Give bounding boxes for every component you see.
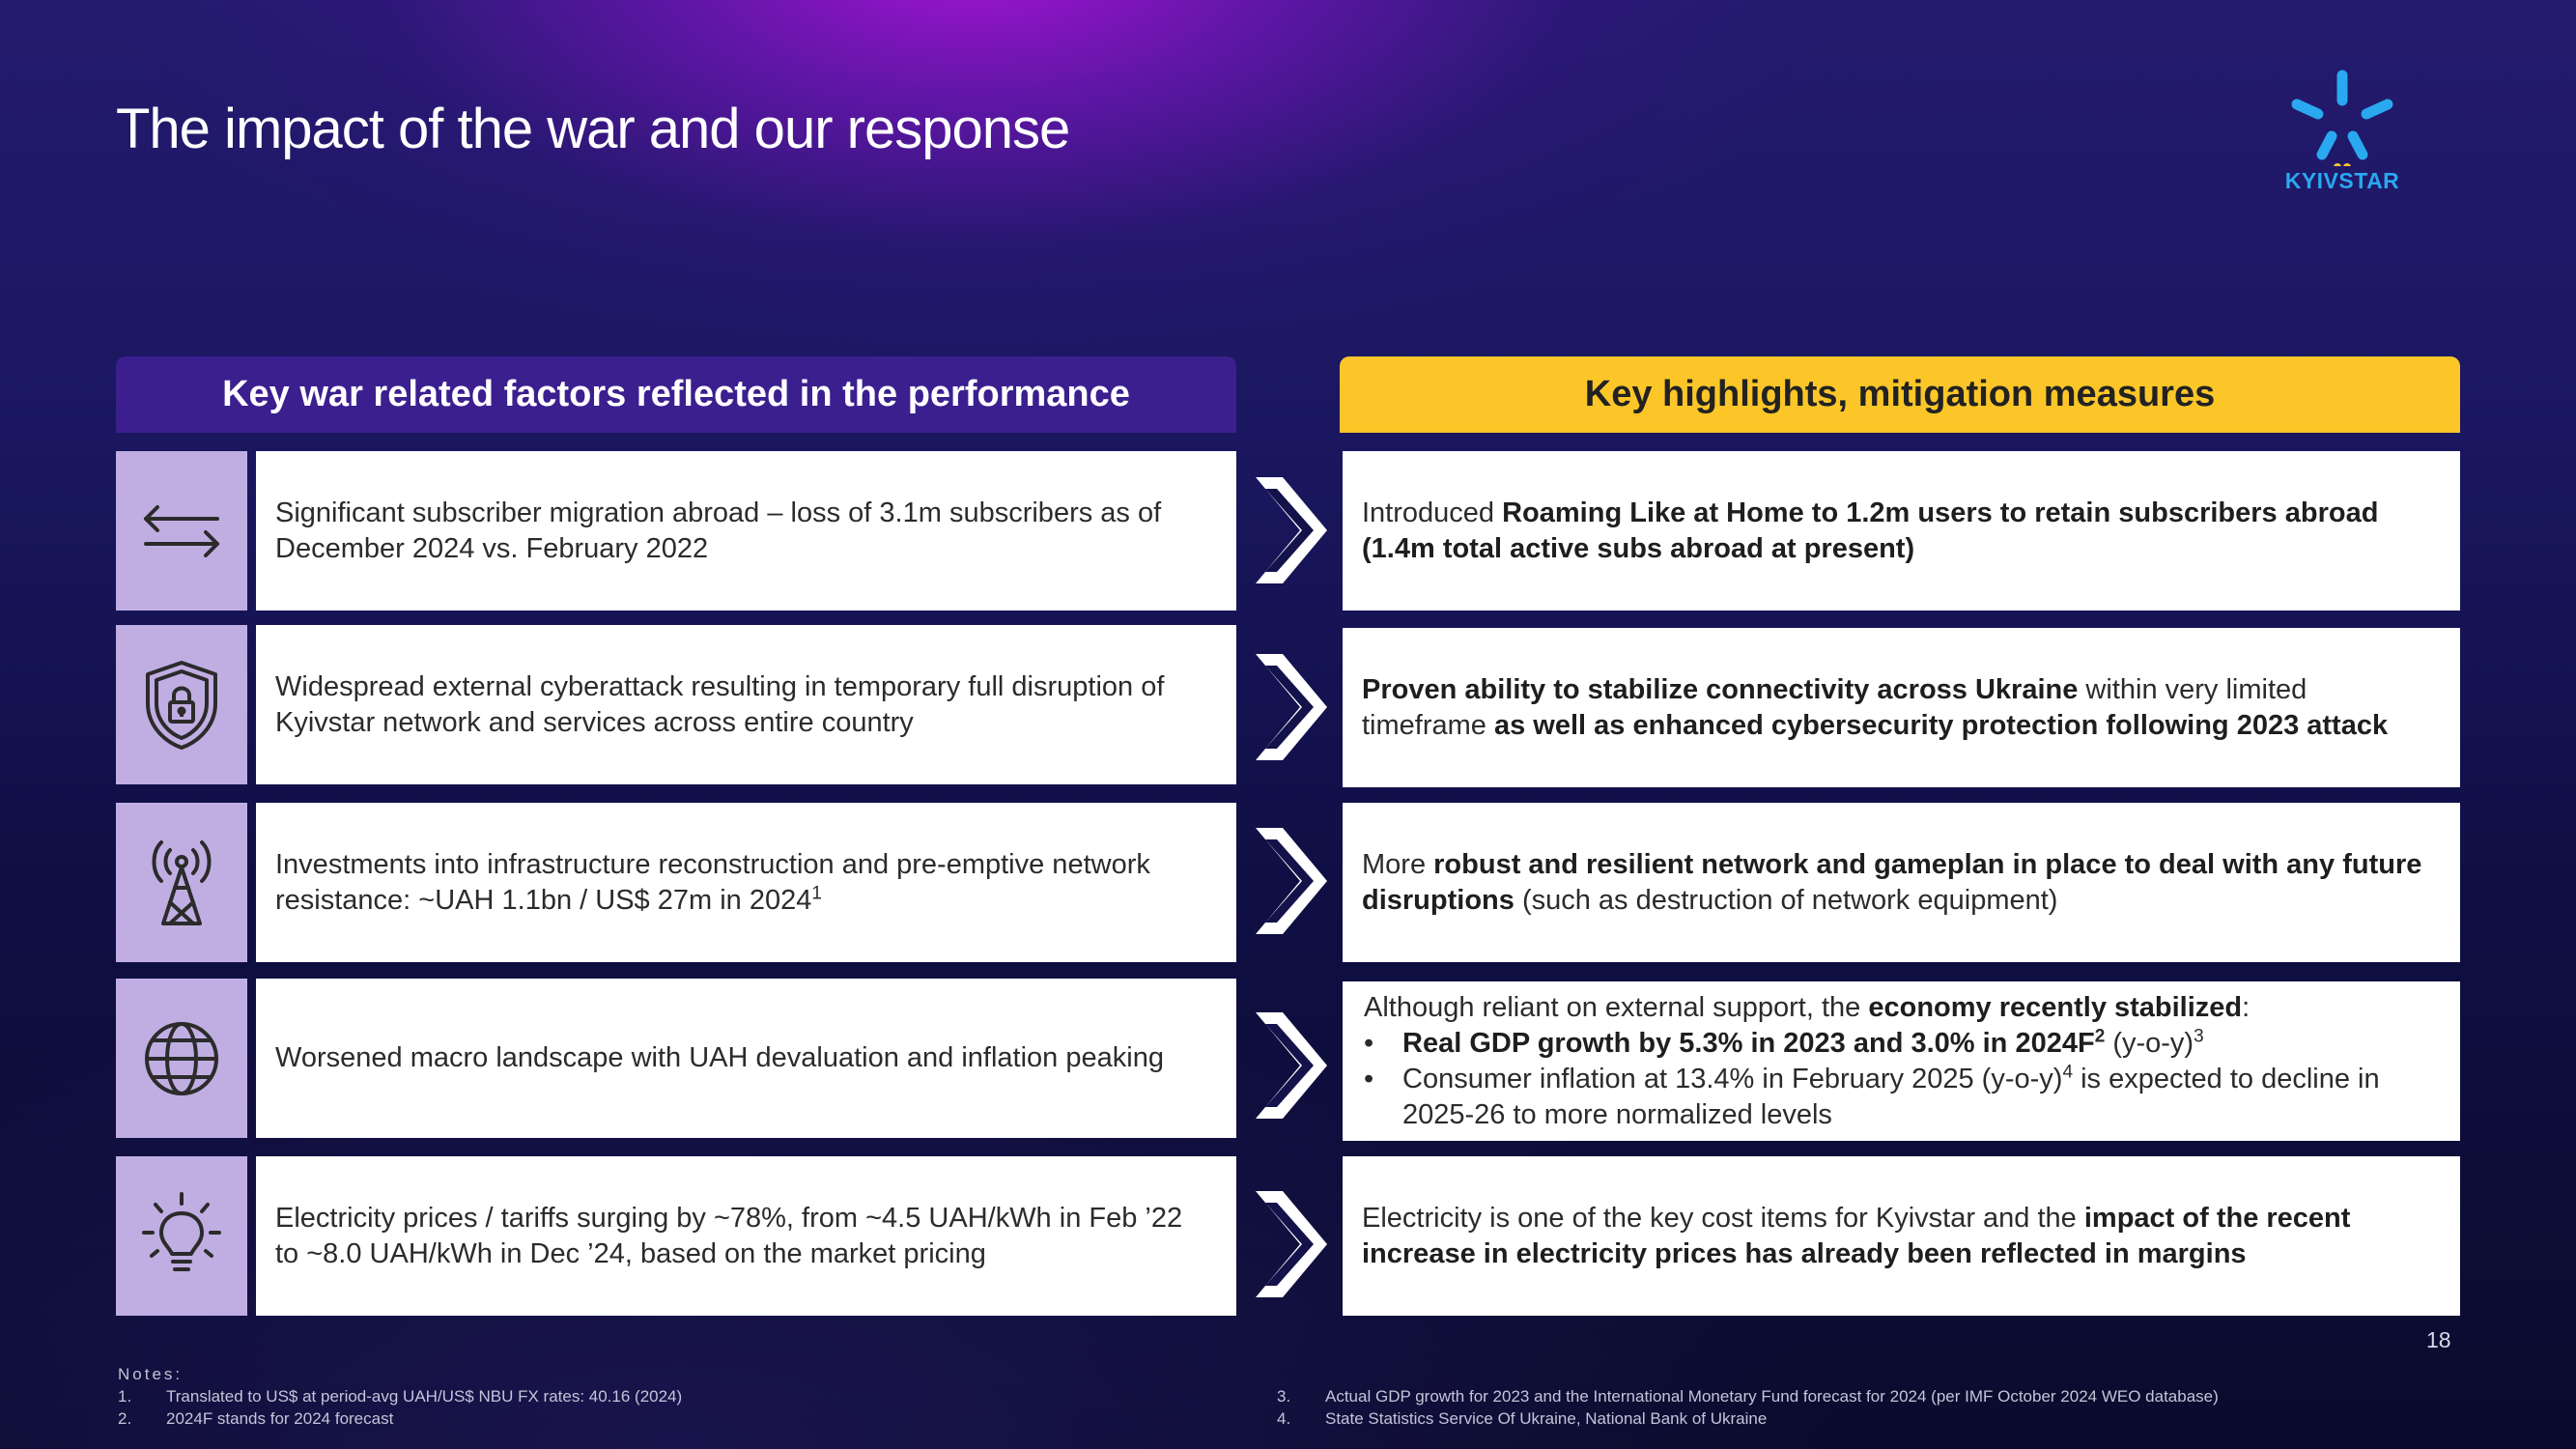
icon-tile xyxy=(116,451,247,611)
kyivstar-logo xyxy=(2279,66,2405,201)
highlight-card xyxy=(1343,628,2460,787)
icon-tile xyxy=(116,625,247,784)
icon-tile xyxy=(116,979,247,1138)
chevron-right-icon xyxy=(1256,1012,1327,1119)
highlight-bullets xyxy=(1364,1026,2437,1133)
footnotes-right xyxy=(1277,1385,2219,1430)
footnote: 2. 2024F stands for 2024 forecast xyxy=(118,1409,394,1428)
cell-tower-icon xyxy=(138,835,225,931)
icon-tile xyxy=(116,803,247,962)
factor-text: Widespread external cyberattack resulting in temporary full disruption of Kyivstar network and services across entire country xyxy=(275,670,1165,738)
footnote: 3. Actual GDP growth for 2023 and the International Monetary Fund forecast for 2024 (per IMF October 2024 WEO database) xyxy=(1277,1387,2219,1406)
kyivstar-wordmark: KYIVSTAR xyxy=(2284,168,2400,193)
bullet-inflation: • Consumer inflation at 13.4% in February 2025 $(y-o-y)^4$ is expected to decline in 2025-26 to more normalized levels xyxy=(1364,1062,2437,1133)
highlight-text: Proven ability to stabilize connectivity across Ukraine within very limited timeframe as well as enhanced cybersecurity protection following 2023 attack xyxy=(1362,673,2389,741)
left-column-header: Key war related factors reflected in the performance xyxy=(116,356,1236,433)
page-number: 18 xyxy=(2426,1327,2451,1352)
factor-text: Worsened macro landscape with UAH devaluation and inflation peaking xyxy=(275,1042,1164,1073)
icon-tile xyxy=(116,1156,247,1316)
globe-icon xyxy=(138,1015,225,1102)
highlight-text: Although reliant on external support, the economy recently stabilized: • Real GDP growth by 5.3% in 2023 and 3.0% in $2024F^2$ $(y-o-y)^3$ • Consumer inflation at 13.4% in February 2025 $(y-o-y)^4$ is expected to decline in 2025-26 to more normalized levels xyxy=(1364,990,2437,1133)
highlight-text: Introduced Roaming Like at Home to 1.2m users to retain subscribers abroad (1.4m total active subs abroad at present) xyxy=(1362,497,2379,564)
footnote: 1. Translated to US$ at period-avg UAH/US$ NBU FX rates: 40.16 (2024) xyxy=(118,1387,683,1406)
highlight-text: More robust and resilient network and gameplan in place to deal with any future disruptions (such as destruction of network equipment) xyxy=(1362,848,2422,916)
chevron-right-icon xyxy=(1256,1191,1327,1297)
factor-card xyxy=(256,451,1236,611)
highlight-card xyxy=(1343,981,2460,1141)
factor-card xyxy=(256,625,1236,784)
kyivstar-star-icon xyxy=(2279,66,2405,166)
right-column-header: Key highlights, mitigation measures xyxy=(1340,356,2460,433)
page-title: The impact of the war and our response xyxy=(116,98,1070,160)
chevron-right-icon xyxy=(1256,654,1327,760)
factor-text: Significant subscriber migration abroad – loss of 3.1m subscribers as of December 2024 vs. February 2022 xyxy=(275,497,1162,564)
bullet-gdp: • Real GDP growth by 5.3% in 2023 and 3.0% in $2024F^2$ $(y-o-y)^3$ xyxy=(1364,1026,2437,1062)
footnote: 4. State Statistics Service Of Ukraine, National Bank of Ukraine xyxy=(1277,1409,1768,1428)
notes-title: Notes: xyxy=(118,1365,184,1383)
highlight-card xyxy=(1343,1156,2460,1316)
footnotes-left xyxy=(118,1363,682,1430)
factor-card xyxy=(256,979,1236,1138)
factor-card xyxy=(256,1156,1236,1316)
chevron-right-icon xyxy=(1256,477,1327,583)
chevron-right-icon xyxy=(1256,828,1327,934)
factor-text: Electricity prices / tariffs surging by ~78%, from ~4.5 UAH/kWh in Feb ’22 to ~8.0 UAH/kWh in Dec ’24, based on the market pricing xyxy=(275,1202,1183,1269)
arrows-exchange-icon xyxy=(138,488,225,575)
shield-lock-icon xyxy=(138,657,225,753)
factor-text: Investments into infrastructure reconstruction and pre-emptive network resistance: ~UAH 1.1bn / US$ 27m in 2024$^1$ xyxy=(275,848,1150,916)
highlight-card xyxy=(1343,451,2460,611)
factor-card xyxy=(256,803,1236,962)
highlight-text: Electricity is one of the key cost items for Kyivstar and the impact of the recent increase in electricity prices has already been reflected in margins xyxy=(1362,1202,2351,1269)
highlight-card xyxy=(1343,803,2460,962)
light-bulb-icon xyxy=(138,1188,225,1285)
